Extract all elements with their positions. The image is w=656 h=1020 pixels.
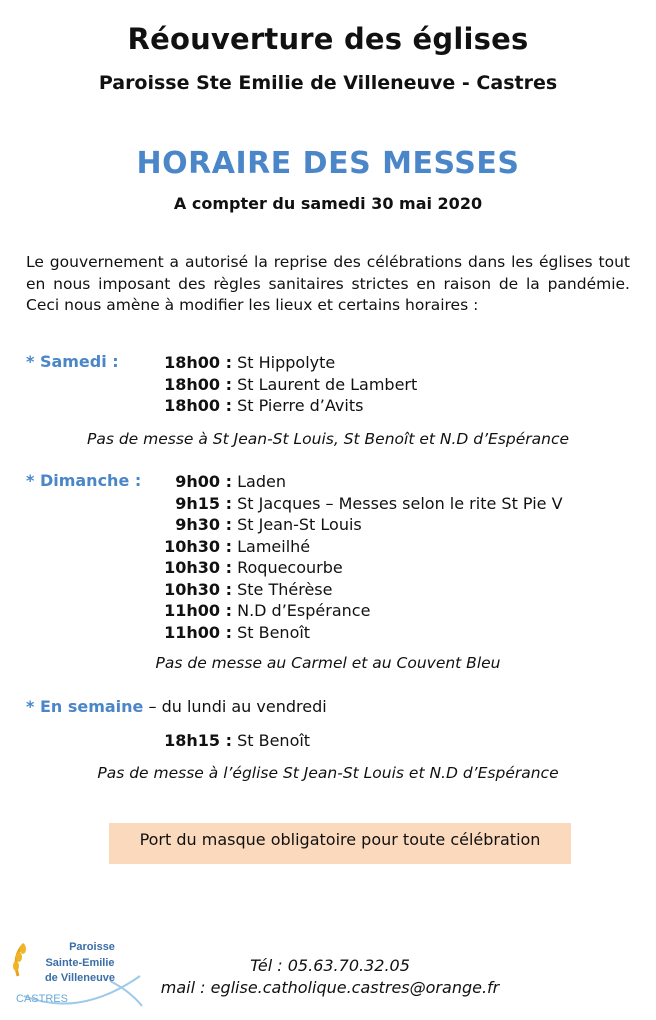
mass-time: 18h00 : bbox=[164, 396, 232, 415]
schedule-heading: HORAIRE DES MESSES bbox=[136, 146, 520, 181]
contact-block bbox=[150, 955, 510, 999]
mass-place: St Hippolyte bbox=[237, 353, 336, 372]
weekday-detail: – du lundi au vendredi bbox=[143, 697, 327, 716]
mass-place: Roquecourbe bbox=[237, 558, 343, 577]
mass-time: 18h00 : bbox=[164, 353, 232, 372]
schedule-row bbox=[150, 395, 363, 417]
mass-time: 9h15 : bbox=[175, 493, 232, 513]
mass-time: 18h15 : bbox=[164, 731, 232, 750]
mass-time: 9h30 : bbox=[175, 515, 232, 534]
schedule-row bbox=[150, 579, 332, 601]
schedule-row bbox=[150, 514, 362, 536]
saturday-note: Pas de messe à St Jean-St Louis, St Benoît et N.D d’Espérance bbox=[86, 430, 570, 448]
mass-place: St Pierre d’Avits bbox=[237, 396, 364, 415]
schedule-row bbox=[150, 557, 343, 579]
weekday-heading bbox=[26, 697, 327, 716]
mass-place: N.D d’Espérance bbox=[237, 601, 371, 620]
schedule-row bbox=[150, 622, 310, 644]
schedule-row bbox=[150, 600, 370, 622]
schedule-row bbox=[150, 471, 286, 493]
mass-place: Laden bbox=[237, 472, 286, 491]
weekday-label: * En semaine bbox=[26, 697, 144, 716]
logo-line-2: Sainte-Emilie bbox=[45, 957, 115, 969]
mass-time: 10h30 : bbox=[164, 579, 232, 599]
mass-place: Lameilhé bbox=[237, 536, 311, 556]
parish-logo bbox=[10, 936, 145, 1016]
schedule-row bbox=[150, 536, 310, 558]
email-address: mail : eglise.catholique.castres@orange.fr bbox=[160, 978, 500, 997]
page-title: Réouverture des églises bbox=[127, 22, 529, 56]
sunday-label: * Dimanche : bbox=[26, 471, 142, 490]
logo-line-4: CASTRES bbox=[16, 993, 68, 1005]
schedule-row bbox=[150, 352, 335, 374]
mass-time: 10h30 : bbox=[164, 558, 232, 577]
mass-place: St Benoît bbox=[237, 622, 311, 642]
sunday-note: Pas de messe au Carmel et au Couvent Bleu bbox=[155, 654, 501, 672]
schedule-row bbox=[150, 493, 563, 515]
phone-number: Tél : 05.63.70.32.05 bbox=[250, 956, 410, 975]
mass-time: 11h00 : bbox=[164, 601, 232, 620]
weekday-note: Pas de messe à l’église St Jean-St Louis et N.D d’Espérance bbox=[97, 764, 559, 782]
mass-place: St Benoît bbox=[237, 731, 311, 750]
schedule-row bbox=[150, 374, 417, 396]
intro-paragraph: Le gouvernement a autorisé la reprise des célébrations dans les églises tout en nous imposant des règles sanitaires strictes en raison de la pandémie. Ceci nous amène à modifier les lieux et certains horaires : bbox=[26, 253, 630, 314]
mass-time: 11h00 : bbox=[164, 622, 232, 642]
mass-time: 10h30 : bbox=[164, 536, 232, 556]
mass-time: 18h00 : bbox=[164, 374, 232, 394]
schedule-row bbox=[150, 730, 310, 752]
saturday-label: * Samedi : bbox=[26, 352, 119, 371]
mask-notice: Port du masque obligatoire pour toute célébration bbox=[109, 823, 571, 864]
parish-subtitle: Paroisse Ste Emilie de Villeneuve - Castres bbox=[98, 72, 558, 94]
mass-place: St Jacques – Messes selon le rite St Pie V bbox=[237, 493, 563, 513]
mass-time: 9h00 : bbox=[175, 472, 232, 491]
logo-line-1: Paroisse bbox=[69, 941, 115, 953]
parish-logo-graphic bbox=[10, 936, 145, 1016]
logo-line-3: de Villeneuve bbox=[44, 972, 116, 984]
mass-place: St Laurent de Lambert bbox=[237, 374, 418, 394]
start-date: A compter du samedi 30 mai 2020 bbox=[173, 194, 483, 213]
mass-place: Ste Thérèse bbox=[237, 579, 333, 599]
mass-place: St Jean-St Louis bbox=[237, 515, 362, 534]
